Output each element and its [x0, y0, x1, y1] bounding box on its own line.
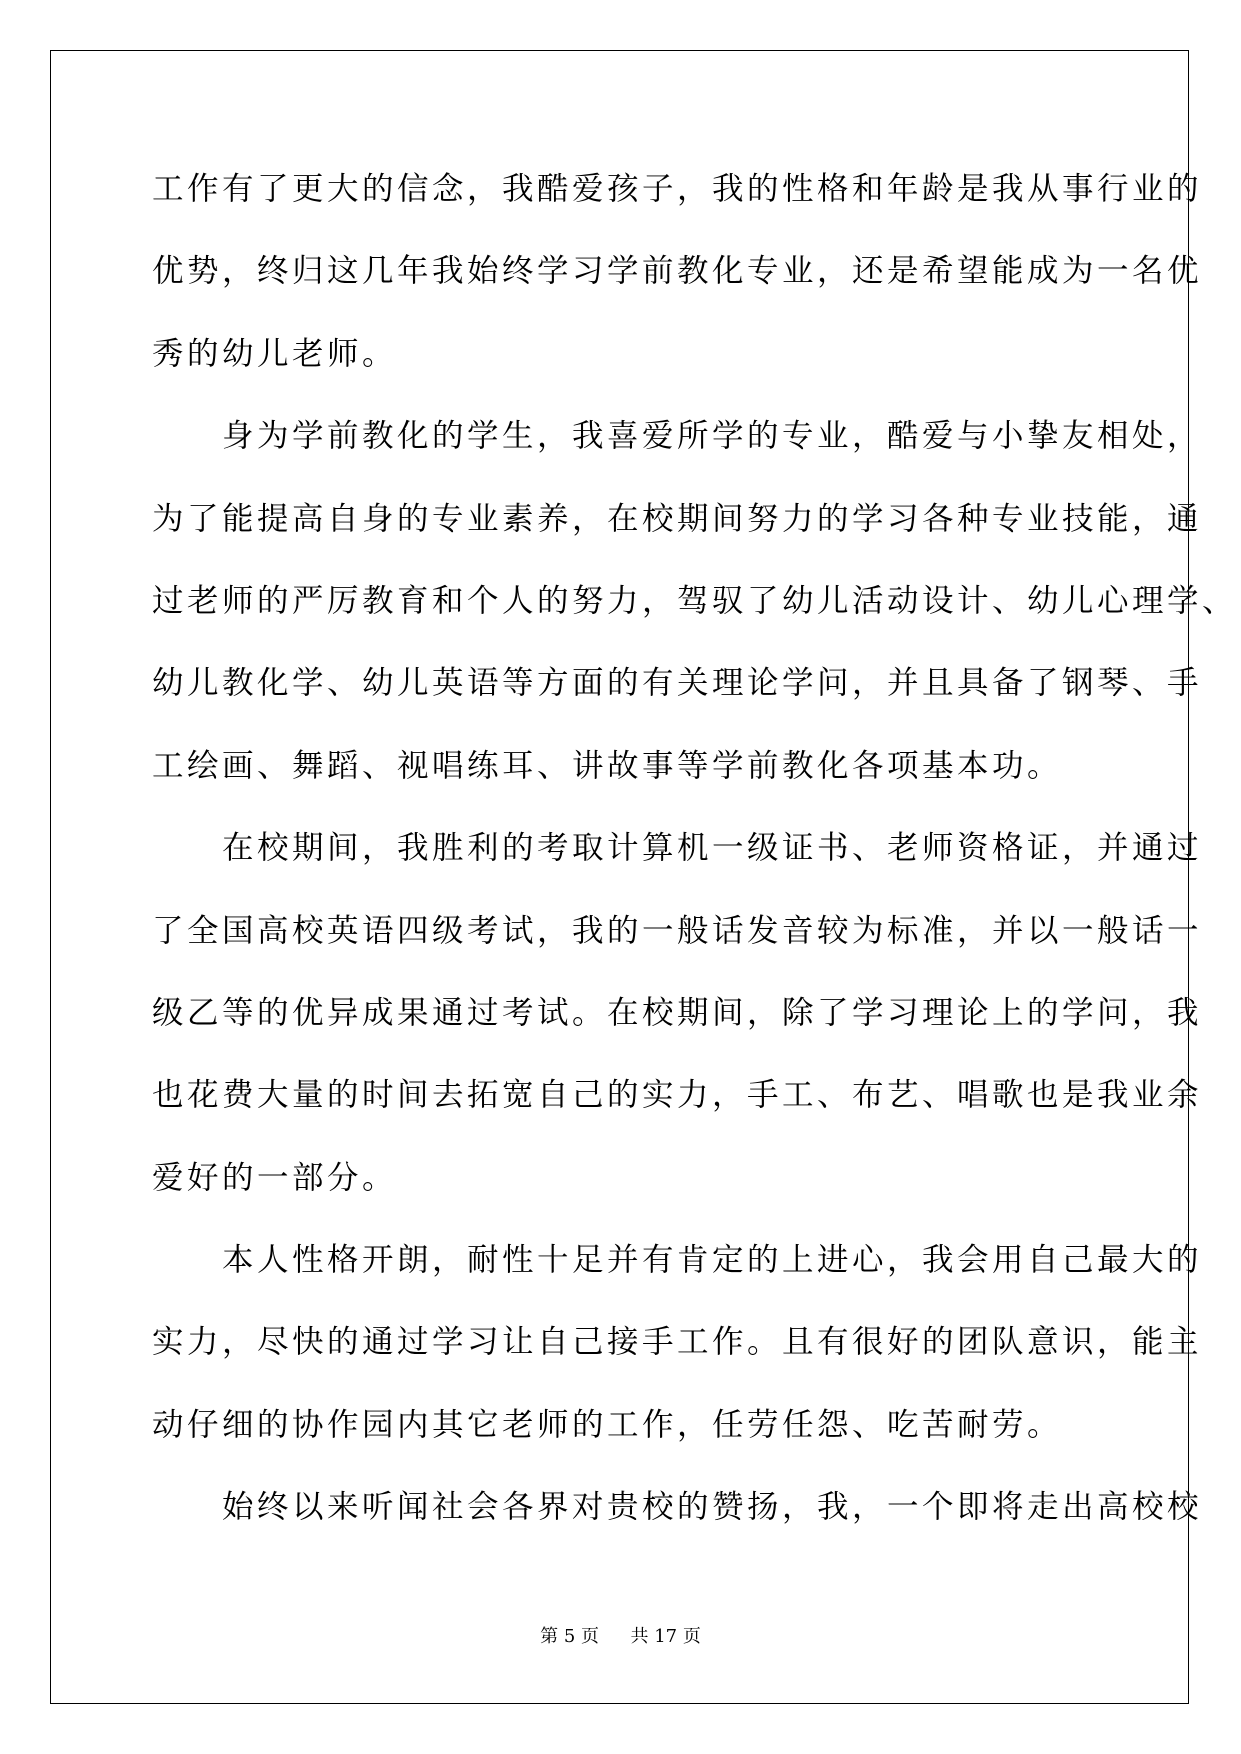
text-line: 过老师的严厉教育和个人的努力，驾驭了幼儿活动设计、幼儿心理学、 — [152, 582, 1238, 619]
text-line: 在校期间，我胜利的考取计算机一级证书、老师资格证，并通过 — [152, 830, 1203, 867]
text-line: 始终以来听闻社会各界对贵校的赞扬，我，一个即将走出高校校 — [152, 1489, 1203, 1526]
total-pages: 共 17 页 — [630, 1626, 701, 1647]
text-line: 优势，终归这几年我始终学习学前教化专业，还是希望能成为一名优 — [152, 253, 1203, 290]
text-line: 动仔细的协作园内其它老师的工作，任劳任怨、吃苦耐劳。 — [152, 1406, 1063, 1443]
text-line: 了全国高校英语四级考试，我的一般话发音较为标准，并以一般话一 — [152, 912, 1203, 949]
body-text — [152, 164, 1238, 1565]
text-line: 实力，尽快的通过学习让自己接手工作。且有很好的团队意识，能主 — [152, 1324, 1203, 1361]
text-line: 幼儿教化学、幼儿英语等方面的有关理论学问，并且具备了钢琴、手 — [152, 665, 1203, 702]
text-line: 身为学前教化的学生，我喜爱所学的专业，酷爱与小挚友相处， — [152, 418, 1203, 455]
text-line: 工作有了更大的信念，我酷爱孩子，我的性格和年龄是我从事行业的 — [152, 171, 1203, 207]
text-line: 也花费大量的时间去拓宽自己的实力，手工、布艺、唱歌也是我业余 — [152, 1077, 1203, 1114]
text-line: 为了能提高自身的专业素养，在校期间努力的学习各种专业技能，通 — [152, 500, 1203, 537]
page-number: 第 5 页 — [540, 1626, 600, 1647]
text-line: 工绘画、舞蹈、视唱练耳、讲故事等学前教化各项基本功。 — [152, 747, 1063, 784]
page-footer — [0, 1622, 1241, 1648]
text-line: 级乙等的优异成果通过考试。在校期间，除了学习理论上的学问，我 — [152, 994, 1203, 1031]
text-line: 秀的幼儿老师。 — [152, 335, 398, 372]
text-line: 爱好的一部分。 — [152, 1159, 398, 1196]
text-line: 本人性格开朗，耐性十足并有肯定的上进心，我会用自己最大的 — [152, 1242, 1203, 1279]
